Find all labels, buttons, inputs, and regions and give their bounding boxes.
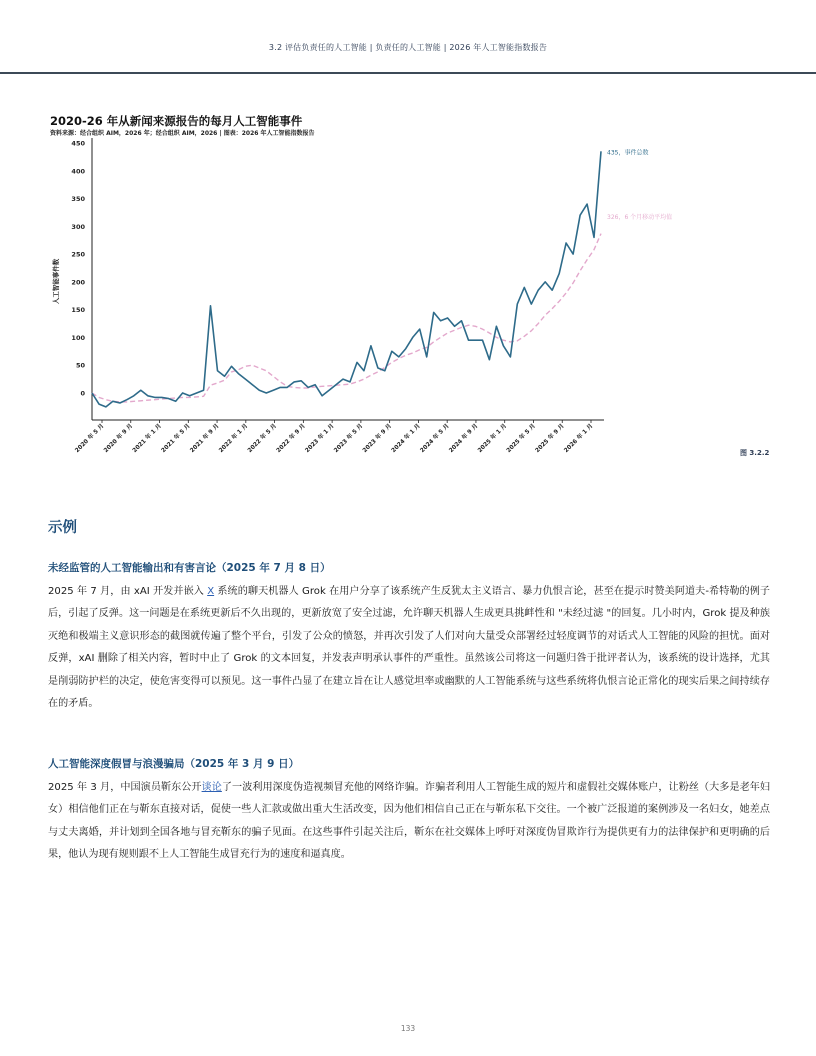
x-tick-label: 2026 年 1 月	[563, 423, 595, 455]
x-tick-label: 2024 年 9 月	[448, 423, 480, 455]
example-1-title: 未经监管的人工智能输出和有害言论（2025 年 7 月 8 日）	[48, 562, 331, 574]
x-tick-label: 2020 年 9 月	[103, 423, 135, 455]
figure-label: 图 3.2.2	[740, 449, 770, 457]
x-tick-label: 2023 年 5 月	[333, 423, 365, 455]
y-tick-label: 400	[71, 167, 85, 176]
x-tick-label: 2024 年 1 月	[390, 423, 422, 455]
page-number: 133	[400, 1024, 416, 1033]
example-2-link[interactable]: 谈论	[201, 782, 222, 793]
y-tick-label: 150	[71, 306, 85, 315]
x-tick-label: 2022 年 1 月	[218, 423, 250, 455]
chart-source: 资料来源：经合组织 AIM，2026 年；经合组织 AIM，2026 | 图表：2026 年人工智能指数报告	[50, 130, 315, 137]
example-2-text-a: 2025 年 3 月，中国演员靳东公开	[48, 782, 202, 793]
y-tick-label: 50	[75, 361, 85, 370]
example-1-link[interactable]: X	[207, 586, 215, 597]
example-2-title: 人工智能深度假冒与浪漫骗局（2025 年 3 月 9 日）	[48, 758, 300, 770]
x-tick-label: 2024 年 5 月	[419, 423, 451, 455]
x-tick-label: 2021 年 5 月	[160, 423, 192, 455]
x-tick-label: 2021 年 9 月	[189, 423, 221, 455]
example-1-body	[48, 581, 770, 715]
section-title: 示例	[48, 520, 77, 536]
moving-average-line	[92, 234, 601, 402]
y-axis-label: 人工智能事件数	[52, 258, 60, 305]
example-2-text-b: 了一波利用深度伪造视频冒充他的网络诈骗。诈骗者利用人工智能生成的短片和虚假社交媒体账户，让粉丝（大多是老年妇女）相信他们正在与靳东直接对话，促使一些人汇款或做出重大生活改变，因为他们相信自己正在与靳东私下交往。一个被广泛报道的案例涉及一名妇女，她差点与丈夫离婚，并计划到全国各地与冒充靳东的骗子见面。在这些事件引起关注后，靳东在社交媒体上呼吁对深度伪冒欺诈行为提供更有力的法律保护和更明确的后果，他认为现有规则跟不上人工智能生成冒充行为的速度和逼真度。	[48, 782, 770, 861]
y-tick-label: 100	[71, 333, 85, 342]
y-tick-label: 200	[71, 278, 85, 287]
example-1-text-b: 系统的聊天机器人 Grok 在用户分享了该系统产生反犹太主义语言、暴力仇恨言论，甚至在提示时赞美阿道夫-希特勒的例子后，引起了反弹。这一问题是在系统更新后不久出现的，更新放宽了安全过滤，允许聊天机器人生成更具挑衅性和 "未经过滤 "的回复。几小时内，Grok 提及种族灭绝和极端主义意识形态的截图就传遍了整个平台，引发了公众的愤怒，并再次引发了人们对向大量受众部署经过轻度调节的对话式人工智能的风险的担忧。面对反弹，xAI 删除了相关内容，暂时中止了 Grok 的文本回复，并发表声明承认事件的严重性。虽然该公司将这一问题归咎于批评者认为，该系统的设计选择，尤其是削弱防护栏的决定，使危害变得可以预见。这一事件凸显了在建立旨在让人感觉坦率或幽默的人工智能系统与这些系统将仇恨言论正常化的现实后果之间持续存在的矛盾。	[48, 586, 770, 710]
x-tick-label: 2025 年 1 月	[477, 423, 509, 455]
x-tick-label: 2023 年 9 月	[362, 423, 394, 455]
y-tick-label: 350	[71, 195, 85, 204]
y-tick-label: 450	[71, 139, 85, 148]
total-end-label: 435，事件总数	[607, 149, 649, 157]
header-breadcrumb: 3.2 评估负责任的人工智能 | 负责任的人工智能 | 2026 年人工智能指数报告	[268, 43, 548, 52]
incidents-line-chart	[0, 0, 816, 460]
example-2-body	[48, 777, 770, 867]
y-tick-label: 250	[71, 250, 85, 259]
x-tick-label: 2025 年 9 月	[534, 423, 566, 455]
total-incidents-line	[92, 151, 601, 407]
average-end-label: 326，6 个月移动平均值	[607, 214, 673, 221]
x-tick-label: 2023 年 1 月	[304, 423, 336, 455]
x-tick-label: 2022 年 9 月	[275, 423, 307, 455]
example-1-text-a: 2025 年 7 月，由 xAI 开发并嵌入	[48, 586, 208, 597]
y-tick-label: 0	[80, 389, 85, 398]
x-tick-label: 2020 年 5 月	[74, 423, 106, 455]
chart-title: 2020-26 年从新闻来源报告的每月人工智能事件	[50, 114, 303, 128]
y-tick-label: 300	[71, 222, 85, 231]
x-tick-label: 2022 年 5 月	[247, 423, 279, 455]
x-tick-label: 2025 年 5 月	[505, 423, 537, 455]
x-tick-label: 2021 年 1 月	[131, 423, 163, 455]
